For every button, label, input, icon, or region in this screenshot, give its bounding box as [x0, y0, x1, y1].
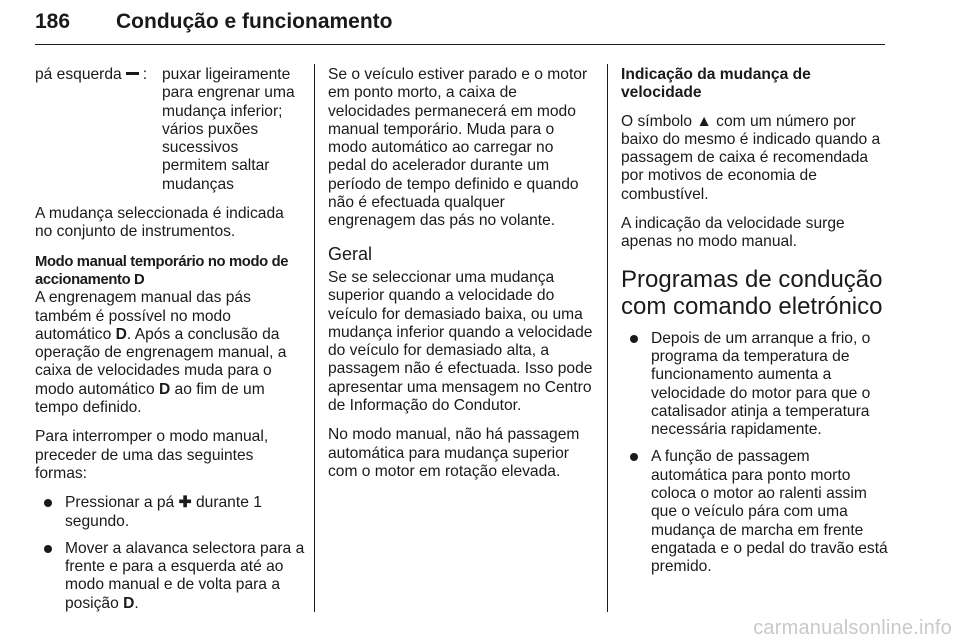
list-item: A função de passagem automática para ponto morto coloca o motor ao ralenti assim que o veículo pára com uma mudança de marcha em frente engatada e o pedal do travão está premido. — [621, 448, 889, 576]
list-item: Pressionar a pá ✚ durante 1 segundo. — [35, 494, 305, 531]
shift-up-arrow-icon: ▲ — [696, 112, 712, 130]
bullet-icon — [44, 545, 52, 553]
bullet-icon — [44, 499, 52, 507]
page-number: 186 — [35, 10, 71, 33]
page-header — [35, 4, 885, 45]
column-left — [35, 66, 305, 623]
bullet-list — [621, 330, 889, 577]
paragraph: Se o veículo estiver parado e o motor em ponto morto, a caixa de velocidades permanecerá em modo manual temporário. Muda para o modo automático ao carregar no pedal do acelerador durante um período de tempo definido e quando não é efectuada qualquer engrenagem das pás no volante. — [328, 66, 588, 230]
paddle-description: puxar ligeiramente para engrenar uma mudança inferior; vários puxões sucessivos permitem saltar mudanças — [162, 66, 295, 193]
page-title: Condução e funcionamento — [116, 10, 393, 33]
paragraph: A indicação da velocidade surge apenas no modo manual. — [621, 215, 845, 251]
column-right — [621, 66, 889, 587]
column-divider-right — [607, 64, 608, 612]
paragraph: Se se seleccionar uma mudança superior quando a velocidade do veículo for demasiado baixa, ou uma mudança inferior quando a velocidade do veículo for demasiado alta, a passagem não é efectuada. Isso pode apresentar uma mensagem no Centro de Informação do Condutor. — [328, 268, 593, 415]
paragraph: A engrenagem manual das pás também é possível no modo automático D. Após a conclusão da operação de engrenagem manual, a caixa de velocidades muda para o modo automático D ao fim de um tempo definido. — [35, 289, 287, 417]
bullet-icon — [630, 453, 638, 461]
plus-icon: ✚ — [178, 494, 192, 512]
minus-icon — [126, 72, 139, 75]
subheading: Modo manual temporário no modo de accionamento D — [35, 253, 289, 288]
paddle-label: pá esquerda : — [35, 66, 148, 83]
section-heading: Programas de condução com comando eletrónico — [621, 265, 883, 320]
bullet-icon — [630, 335, 638, 343]
paragraph: A mudança seleccionada é indicada no conjunto de instrumentos. — [35, 205, 284, 241]
section-heading: Geral — [328, 243, 373, 264]
column-divider-left — [314, 64, 315, 612]
subheading: Indicação da mudança de velocidade — [621, 66, 811, 102]
paragraph: O símbolo ▲ com um número por baixo do mesmo é indicado quando a passagem de caixa é recomendada por motivos de economia de combustível. — [621, 112, 881, 203]
paddle-definition — [35, 66, 305, 194]
paragraph: No modo manual, não há passagem automática para mudança superior com o motor em rotação elevada. — [328, 426, 580, 480]
list-item: Mover a alavanca selectora para a frente e para a esquerda até ao modo manual e de volta para a posição D. — [35, 540, 305, 613]
column-middle — [328, 66, 594, 492]
list-item: Depois de um arranque a frio, o programa da temperatura de funcionamento aumenta a velocidade do motor para que o catalisador atinja a temperatura necessária rapidamente. — [621, 330, 889, 440]
bullet-list — [35, 494, 305, 613]
watermark-brand: carmanualsonline.info — [753, 617, 952, 639]
paragraph: Para interromper o modo manual, preceder de uma das seguintes formas: — [35, 428, 269, 482]
